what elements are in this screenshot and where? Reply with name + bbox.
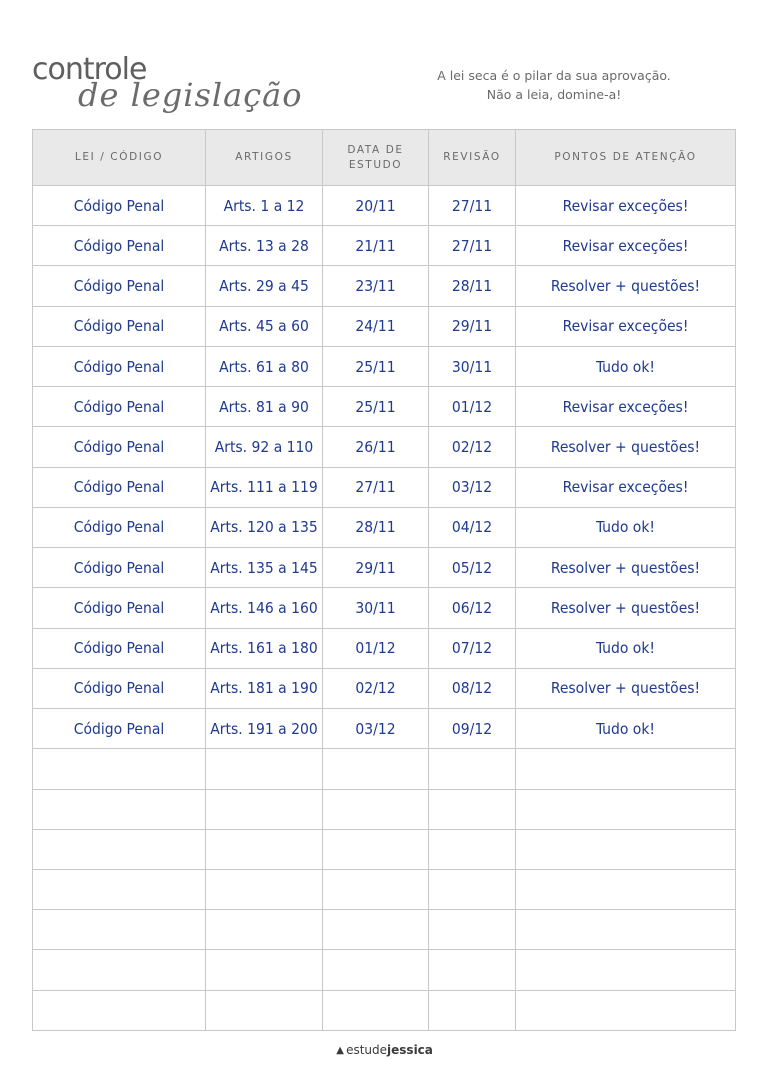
graduation-cap-icon: ▲ — [336, 1045, 344, 1056]
table-row — [33, 427, 736, 467]
cell-lei: Código Penal — [33, 588, 206, 628]
cell-data-estudo: 03/12 — [323, 709, 429, 749]
cell-revisao: 01/12 — [429, 387, 516, 427]
cell-revisao: 29/11 — [429, 306, 516, 346]
cell-pontos — [516, 749, 736, 789]
table-row — [33, 226, 736, 266]
cell-data-estudo: 20/11 — [323, 186, 429, 226]
cell-data-estudo — [323, 910, 429, 950]
tagline-line-2: Não a leia, domine-a! — [486, 87, 622, 102]
table-body — [33, 186, 736, 1031]
cell-data-estudo — [323, 829, 429, 869]
column-header-data-estudo — [323, 130, 429, 186]
cell-lei: Código Penal — [33, 266, 206, 306]
cell-data-estudo: 24/11 — [323, 306, 429, 346]
cell-artigos — [206, 829, 323, 869]
table-row — [33, 186, 736, 226]
cell-lei — [33, 910, 206, 950]
cell-lei: Código Penal — [33, 346, 206, 386]
cell-pontos: Resolver + questões! — [516, 668, 736, 708]
cell-revisao: 05/12 — [429, 548, 516, 588]
cell-lei — [33, 950, 206, 990]
legislation-table — [32, 129, 736, 1031]
table-row — [33, 668, 736, 708]
cell-pontos: Tudo ok! — [516, 346, 736, 386]
cell-data-estudo: 21/11 — [323, 226, 429, 266]
cell-pontos: Tudo ok! — [516, 709, 736, 749]
cell-lei — [33, 749, 206, 789]
cell-revisao — [429, 990, 516, 1030]
cell-revisao: 28/11 — [429, 266, 516, 306]
cell-lei: Código Penal — [33, 507, 206, 547]
empty-table-row — [33, 869, 736, 909]
cell-lei: Código Penal — [33, 709, 206, 749]
cell-data-estudo — [323, 869, 429, 909]
cell-lei: Código Penal — [33, 628, 206, 668]
cell-lei: Código Penal — [33, 387, 206, 427]
table-row — [33, 346, 736, 386]
cell-revisao: 27/11 — [429, 226, 516, 266]
cell-pontos: Revisar exceções! — [516, 226, 736, 266]
brand-suffix: jessica — [387, 1043, 433, 1057]
cell-artigos: Arts. 120 a 135 — [206, 507, 323, 547]
cell-pontos: Revisar exceções! — [516, 186, 736, 226]
cell-artigos: Arts. 1 a 12 — [206, 186, 323, 226]
table-row — [33, 507, 736, 547]
cell-data-estudo: 25/11 — [323, 346, 429, 386]
cell-artigos: Arts. 191 a 200 — [206, 709, 323, 749]
column-header-lei: LEI / CÓDIGO — [33, 130, 206, 186]
cell-data-estudo — [323, 990, 429, 1030]
cell-pontos: Resolver + questões! — [516, 548, 736, 588]
cell-artigos: Arts. 81 a 90 — [206, 387, 323, 427]
empty-table-row — [33, 990, 736, 1030]
cell-data-estudo: 23/11 — [323, 266, 429, 306]
cell-data-estudo — [323, 789, 429, 829]
cell-data-estudo: 28/11 — [323, 507, 429, 547]
cell-revisao: 07/12 — [429, 628, 516, 668]
cell-revisao: 06/12 — [429, 588, 516, 628]
cell-revisao — [429, 789, 516, 829]
empty-table-row — [33, 789, 736, 829]
empty-table-row — [33, 910, 736, 950]
cell-data-estudo: 27/11 — [323, 467, 429, 507]
cell-data-estudo — [323, 950, 429, 990]
cell-revisao: 03/12 — [429, 467, 516, 507]
cell-data-estudo: 01/12 — [323, 628, 429, 668]
cell-pontos: Tudo ok! — [516, 507, 736, 547]
brand-logo — [0, 1043, 768, 1057]
cell-artigos — [206, 789, 323, 829]
tagline-line-1: A lei seca é o pilar da sua aprovação. — [437, 68, 671, 83]
cell-data-estudo: 26/11 — [323, 427, 429, 467]
cell-revisao — [429, 829, 516, 869]
cell-lei: Código Penal — [33, 427, 206, 467]
cell-pontos — [516, 829, 736, 869]
cell-lei — [33, 990, 206, 1030]
empty-table-row — [33, 829, 736, 869]
cell-data-estudo: 30/11 — [323, 588, 429, 628]
cell-artigos — [206, 950, 323, 990]
cell-revisao: 02/12 — [429, 427, 516, 467]
cell-artigos: Arts. 111 a 119 — [206, 467, 323, 507]
cell-artigos — [206, 869, 323, 909]
cell-artigos: Arts. 135 a 145 — [206, 548, 323, 588]
table-row — [33, 306, 736, 346]
page-title — [32, 48, 332, 118]
cell-pontos — [516, 990, 736, 1030]
cell-revisao: 27/11 — [429, 186, 516, 226]
cell-pontos: Revisar exceções! — [516, 387, 736, 427]
cell-revisao: 30/11 — [429, 346, 516, 386]
cell-pontos: Revisar exceções! — [516, 306, 736, 346]
cell-pontos: Tudo ok! — [516, 628, 736, 668]
cell-artigos: Arts. 181 a 190 — [206, 668, 323, 708]
column-header-artigos: ARTIGOS — [206, 130, 323, 186]
cell-artigos — [206, 990, 323, 1030]
table-row — [33, 467, 736, 507]
table-row — [33, 709, 736, 749]
cell-lei: Código Penal — [33, 467, 206, 507]
cell-pontos — [516, 950, 736, 990]
cell-lei: Código Penal — [33, 668, 206, 708]
cell-artigos: Arts. 61 a 80 — [206, 346, 323, 386]
cell-artigos — [206, 910, 323, 950]
title-line-2: de legislação — [78, 76, 303, 114]
tagline — [394, 66, 714, 104]
cell-artigos: Arts. 29 a 45 — [206, 266, 323, 306]
table-row — [33, 628, 736, 668]
cell-pontos — [516, 869, 736, 909]
cell-revisao: 04/12 — [429, 507, 516, 547]
cell-artigos: Arts. 45 a 60 — [206, 306, 323, 346]
table-row — [33, 387, 736, 427]
table-row — [33, 548, 736, 588]
column-header-data-estudo-text: DATA DE ESTUDO — [347, 143, 404, 171]
cell-pontos: Resolver + questões! — [516, 588, 736, 628]
cell-pontos — [516, 789, 736, 829]
cell-lei — [33, 789, 206, 829]
table-header-row — [33, 130, 736, 186]
empty-table-row — [33, 749, 736, 789]
cell-lei — [33, 869, 206, 909]
cell-lei — [33, 829, 206, 869]
cell-artigos: Arts. 92 a 110 — [206, 427, 323, 467]
cell-pontos — [516, 910, 736, 950]
cell-artigos: Arts. 13 a 28 — [206, 226, 323, 266]
cell-pontos: Revisar exceções! — [516, 467, 736, 507]
cell-revisao: 09/12 — [429, 709, 516, 749]
cell-revisao — [429, 910, 516, 950]
table-row — [33, 266, 736, 306]
cell-data-estudo: 29/11 — [323, 548, 429, 588]
cell-revisao — [429, 869, 516, 909]
cell-lei: Código Penal — [33, 306, 206, 346]
cell-lei: Código Penal — [33, 226, 206, 266]
cell-data-estudo: 02/12 — [323, 668, 429, 708]
column-header-revisao: REVISÃO — [429, 130, 516, 186]
cell-artigos — [206, 749, 323, 789]
cell-revisao — [429, 950, 516, 990]
cell-pontos: Resolver + questões! — [516, 266, 736, 306]
cell-pontos: Resolver + questões! — [516, 427, 736, 467]
column-header-pontos: PONTOS DE ATENÇÃO — [516, 130, 736, 186]
empty-table-row — [33, 950, 736, 990]
cell-data-estudo — [323, 749, 429, 789]
cell-revisao: 08/12 — [429, 668, 516, 708]
cell-artigos: Arts. 161 a 180 — [206, 628, 323, 668]
brand-prefix: estude — [346, 1043, 388, 1057]
cell-revisao — [429, 749, 516, 789]
table-row — [33, 588, 736, 628]
title-line-1: controle — [32, 52, 147, 87]
cell-artigos: Arts. 146 a 160 — [206, 588, 323, 628]
cell-lei: Código Penal — [33, 548, 206, 588]
cell-lei: Código Penal — [33, 186, 206, 226]
cell-data-estudo: 25/11 — [323, 387, 429, 427]
